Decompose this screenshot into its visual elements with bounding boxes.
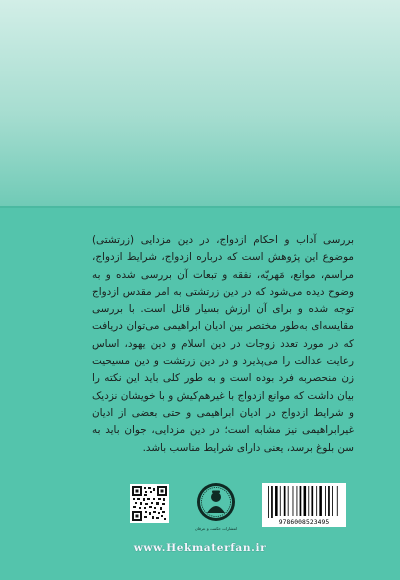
barcode-bar: [328, 486, 330, 516]
barcode-bar: [284, 486, 286, 516]
panel-divider: [0, 206, 400, 208]
barcode-bar: [311, 486, 313, 516]
barcode-bar: [332, 486, 333, 516]
isbn-barcode-icon: [268, 486, 340, 518]
barcode-bar: [271, 486, 273, 518]
publisher-website[interactable]: www.Hekmaterfan.ir: [133, 542, 267, 554]
barcode-bar: [297, 486, 298, 516]
barcode-bar: [275, 486, 278, 516]
barcode-bar: [308, 486, 309, 516]
barcode-bar: [268, 486, 269, 518]
barcode-bar: [293, 486, 294, 516]
barcode-bar: [280, 486, 281, 516]
barcode-bar: [288, 486, 289, 516]
barcode-bar: [325, 486, 326, 516]
back-cover-blurb: بررسی آداب و احکام ازدواج، در دین مزدایی (زرتشتی) موضوع این پژوهش است که درباره ازدواج، شرایط ازدواج، مراسم، موانع، مَهریّه، نفقه و تبعات آن بررسی شده و به وضوح دیده می‌شود که در دین زرتشتی به امر مقدس ازدواج توجه شده و برای آن ارزش بسیار قائل است. با بررسی مقایسه‌ای به‌طور مختصر بین ادیان ابراهیمی می‌توان دریافت که در مورد تعدد زوجات در دین اسلام و دین یهود، اساس رعایت عدالت را می‌پذیرد و در دین زرتشت و دین مسیحیت زن منحصربه فرد بوده است و به طور کلی باید این نکته را بیان داشت که موانع ازدواج با غیرهم‌کیش و با خویشان نزدیک و شرایط ازدواج در ادیان ابراهیمی و حتی بعضی از ادیان غیرابراهیمی نیز مشابه است؛ در دین مزدایی، جوان باید به سن بلوغ برسد، یعنی دارای شرایط مناسب باشد.: [92, 234, 354, 454]
isbn-barcode: [262, 483, 346, 527]
barcode-bar: [300, 486, 302, 516]
barcode-bar: [319, 486, 322, 516]
publisher-logo-icon: [195, 482, 237, 527]
publisher-name: انتشارات حکمت و عرفان: [194, 526, 238, 531]
isbn-number: 9786008523495: [278, 519, 330, 526]
barcode-bar: [337, 486, 338, 516]
barcode-bar: [316, 486, 317, 516]
barcode-bar: [304, 486, 307, 516]
cover-top-panel: [0, 0, 400, 208]
qr-code-icon: [130, 484, 169, 523]
